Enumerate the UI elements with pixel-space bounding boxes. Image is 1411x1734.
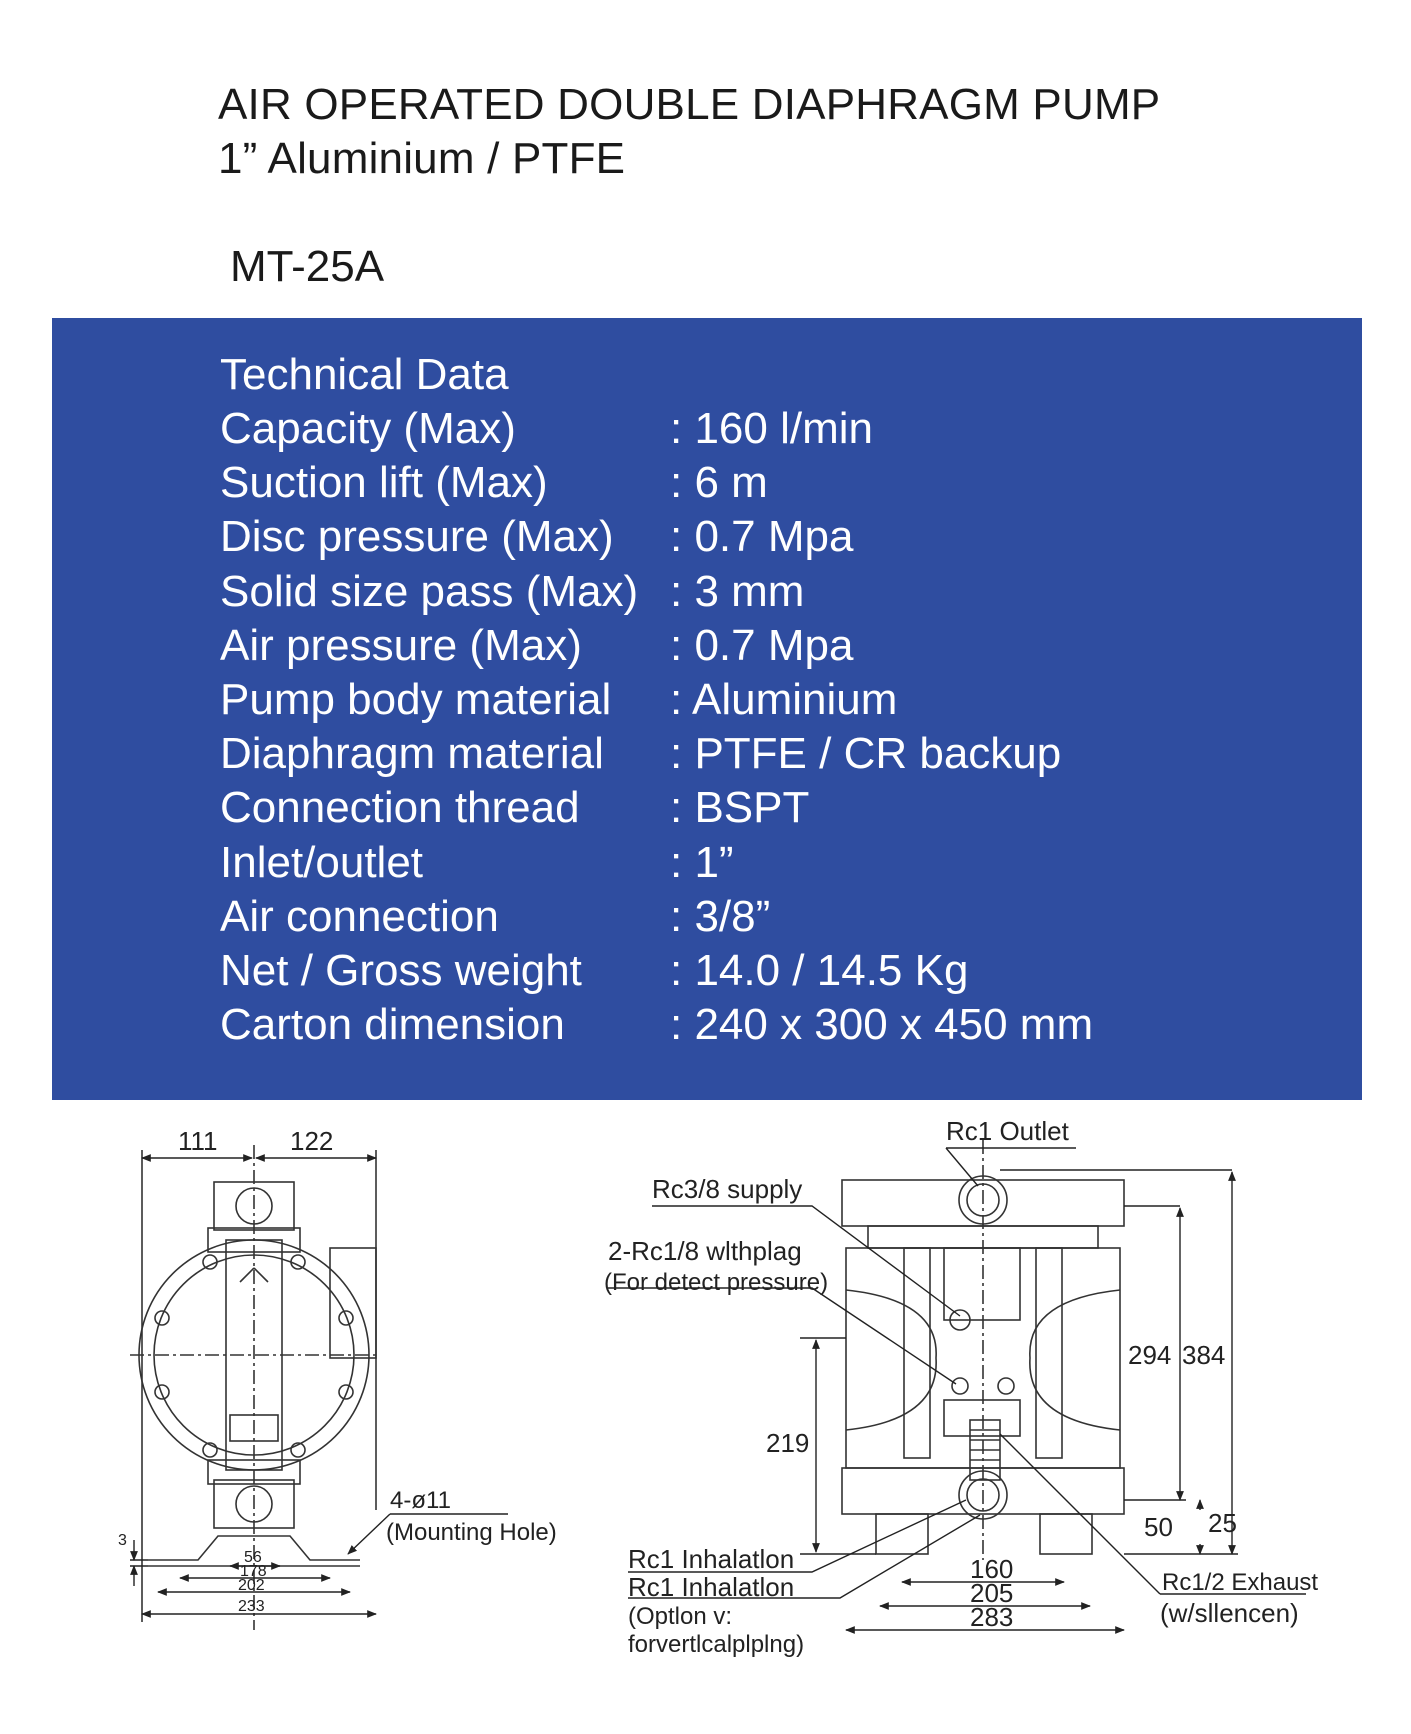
- spec-label: Air connection: [220, 891, 499, 941]
- spec-value: : Aluminium: [670, 674, 898, 724]
- exhaust-label: Rc1/2 Exhaust: [1162, 1569, 1319, 1596]
- dim-160: 160: [970, 1554, 1014, 1584]
- dim-178: 178: [240, 1563, 267, 1580]
- spec-label: Diaphragm material: [220, 729, 604, 779]
- dim-219: 219: [766, 1428, 810, 1458]
- dim-294: 294: [1128, 1340, 1172, 1370]
- exhaust-sub-label: (w/sllencen): [1160, 1598, 1299, 1628]
- spec-label: Net / Gross weight: [220, 945, 582, 995]
- document-title: [218, 78, 1160, 186]
- spec-value: : BSPT: [670, 783, 810, 833]
- plug-sub-label: (For detect pressure): [604, 1269, 829, 1296]
- spec-label: Pump body material: [220, 674, 612, 724]
- outlet-label: Rc1 Outlet: [946, 1116, 1069, 1146]
- dim-384: 384: [1182, 1340, 1226, 1370]
- plug-label: 2-Rc1/8 wlthplag: [608, 1236, 802, 1266]
- spec-value: : 240 x 300 x 450 mm: [670, 1000, 1094, 1050]
- spec-label: Capacity (Max): [220, 404, 516, 453]
- title-line-2: 1” Aluminium / PTFE: [218, 134, 626, 183]
- mount-hole-count: 4-ø11: [390, 1487, 451, 1514]
- dim-233: 233: [238, 1598, 265, 1615]
- dim-205: 205: [970, 1578, 1014, 1608]
- spec-label: Disc pressure (Max): [220, 512, 614, 562]
- spec-label: Air pressure (Max): [220, 620, 582, 670]
- spec-value: : 160 l/min: [670, 404, 873, 453]
- spec-label: Inlet/outlet: [220, 837, 424, 887]
- supply-label: Rc3/8 supply: [652, 1174, 803, 1204]
- option-label-1: (Optlon v:: [628, 1603, 733, 1630]
- title-line-1: AIR OPERATED DOUBLE DIAPHRAGM PUMP: [218, 80, 1161, 129]
- dim-122: 122: [290, 1126, 334, 1156]
- spec-label: Carton dimension: [220, 1000, 565, 1050]
- spec-value: : 0.7 Mpa: [670, 620, 854, 670]
- spec-value: : PTFE / CR backup: [670, 729, 1062, 779]
- spec-label: Solid size pass (Max): [220, 566, 639, 616]
- dim-202: 202: [238, 1577, 265, 1594]
- option-label-2: forvertlcalplplng): [628, 1631, 805, 1658]
- dim-25: 25: [1208, 1508, 1237, 1538]
- spec-value: : 3 mm: [670, 566, 805, 616]
- inhalation-label-1: Rc1 Inhalatlon: [628, 1544, 795, 1574]
- mount-hole-label: (Mounting Hole): [386, 1519, 557, 1546]
- model-number: MT-25A: [230, 242, 385, 291]
- inhalation-label-2: Rc1 Inhalatlon: [628, 1572, 795, 1602]
- spec-value: : 0.7 Mpa: [670, 512, 854, 562]
- technical-drawings: [0, 1100, 1411, 1734]
- dim-111: 111: [178, 1126, 218, 1156]
- dim-50: 50: [1144, 1512, 1173, 1542]
- spec-label: Connection thread: [220, 783, 580, 833]
- dim-283: 283: [970, 1602, 1014, 1632]
- dim-56: 56: [244, 1549, 262, 1566]
- side-view-drawing: [842, 1140, 1124, 1560]
- spec-label: Suction lift (Max): [220, 458, 548, 508]
- technical-data-heading: Technical Data: [220, 350, 509, 399]
- spec-value: : 3/8”: [670, 891, 771, 941]
- dim-3: 3: [118, 1532, 127, 1549]
- spec-value: : 14.0 / 14.5 Kg: [670, 945, 969, 995]
- spec-value: : 6 m: [670, 458, 768, 508]
- spec-value: : 1”: [670, 837, 734, 887]
